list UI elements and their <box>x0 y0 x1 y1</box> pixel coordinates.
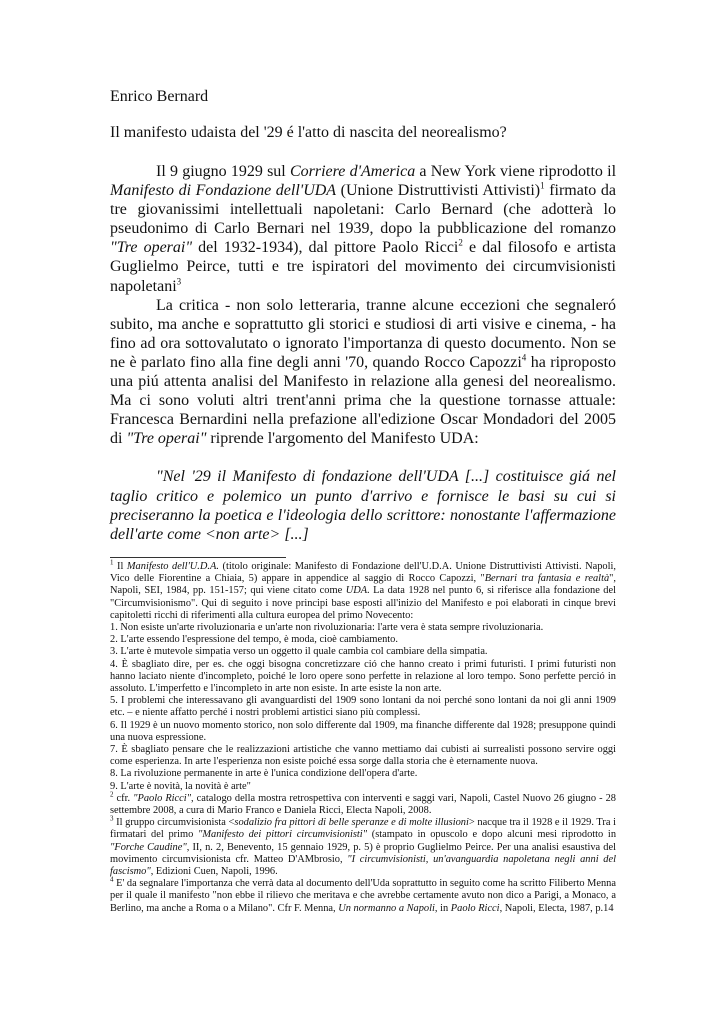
text-span: > nacque tra il 1928 e il 1929. Tra i firmatari del primo <box>110 817 616 841</box>
footnote-number: 4 <box>110 875 114 884</box>
footnote-2 <box>110 790 616 817</box>
text-span: "Tre operai" <box>110 239 193 257</box>
principle-4: 4. È sbagliato dire, per es. che oggi bisogna concretizzare ció che hanno creato i primi futuristi. I primi futuristi non hanno laciato niente d'incompleto, poiché le loro opere sono perfette in relazione al loro tempo. Sono perfette perció in assoluto. L'imperfetto e l'incompleto in arte non esiste. In arte esiste la non arte. <box>110 658 616 695</box>
footnote-number: 3 <box>110 814 114 823</box>
text-span: , II, n. 2, Benevento, 15 gennaio 1929, p. 5) è proprio Guglielmo Peirce. Per una analisi esaustiva del movimento circumvisionista cfr. Matteo D'AMbrosio, <box>110 841 617 865</box>
text-span: e dal filosofo e artista Guglielmo Peirce, tutti e tre ispiratori del movimento dei circumvisionisti napoletani <box>110 239 616 295</box>
principle-5: 5. I problemi che interessavano gli avanguardisti del 1909 sono lontani da noi perché sono lontani da noi gli anni 1909 etc. – e niente affatto perché i nostri problemi artistici siano più complessi. <box>110 695 616 719</box>
text-span: Paolo Ricci <box>450 902 500 914</box>
text-span: firmato da tre giovanissimi intellettuali napoletani: Carlo Bernard (che adotterà lo pseudonimo di Carlo Bernari nel 1939, dopo la pubblicazione del romanzo <box>110 182 616 238</box>
paragraph-2 <box>110 296 616 449</box>
text-span: Manifesto dell'U.D.A. <box>126 561 219 572</box>
text-span: a New York viene riprodotto il <box>415 163 617 180</box>
text-span: sodalizio fra pittori di belle speranze e di molte illusioni <box>234 817 469 829</box>
text-span: (stampato in opuscolo e dopo alcuni mesi riprodotto in <box>367 829 617 841</box>
text-span: Manifesto di Fondazione dell'UDA <box>110 182 337 200</box>
text-span: , Napoli, Electa, 1987, p.14 <box>499 902 614 914</box>
text-span: (Unione Distruttivisti Attivisti) <box>336 182 541 200</box>
text-span: del 1932-1934), dal pittore Paolo Ricci <box>192 239 459 257</box>
text-span: E' da segnalare l'importanza che verrà data al documento dell'Uda soprattutto in seguito come ha scritto Filiberto Menna per il quale il manifesto "non ebbe il rilievo che meritava e che avrebbe certamente avuto non dico a Parigi, a Monaco, a Berlino, ma anche a Roma o a Milano". Cfr F. Menna, <box>110 878 616 914</box>
text-span: . La data 1928 nel punto 6, si riferisce alla fondazione del "Circumvisionismo". Qui di seguito i nove principi base esposti all'inizio del Manifesto e poi elaborati in cinque brevi capitoletti ricchi di riferimenti alla cultura europea del primo Novecento: <box>110 585 616 621</box>
principle-8: 8. La rivoluzione permanente in arte è l'unica condizione dell'opera d'arte. <box>110 768 418 780</box>
footnote-4 <box>110 875 616 915</box>
footnote-ref-1[interactable]: 1 <box>540 180 545 191</box>
footnote-ref-3[interactable]: 3 <box>176 276 182 287</box>
footnote-3 <box>110 814 617 878</box>
text-span: ", Napoli, SEI, 1984, pp. 151-157; qui viene citato come <box>110 573 616 597</box>
essay-body <box>110 162 616 544</box>
text-span: Bernari tra fantasia e realtà <box>484 573 610 585</box>
text-span: "Manifesto dei pittori circumvisionisti" <box>197 829 368 841</box>
text-span: ha riproposto una piú attenta analisi del Manifesto in relazione alla genesi del neorealismo. Ma ci sono voluti altri trent'anni prima che la questione tornasse attuale: Francesca Bernardini nella prefazione all'edizione Oscar Mondadori del 2005 di <box>110 353 617 448</box>
principle-3: 3. L'arte è mutevole simpatia verso un oggetto il quale cambia col cambiare della simpatia. <box>110 646 488 658</box>
principle-6: 6. Il 1929 è un nuovo momento storico, non solo differente dal 1909, ma finanche differente dal 1928; presuppone quindi una nuova espressione. <box>110 719 616 743</box>
text-span: "Paolo Ricci" <box>133 792 192 804</box>
text-span: cfr. <box>113 792 134 804</box>
text-span: , catalogo della mostra retrospettiva con interventi e saggi vari, Napoli, Castel Nuovo 26 giugno - 28 settembre 2008, a cura di Mario Franco e Daniela Ricci, Electa Napoli, 2008. <box>110 792 616 817</box>
text-span: , in <box>434 902 451 914</box>
text-span: UDA <box>345 585 368 597</box>
text-span: riprende l'argomento del Manifesto UDA: <box>206 430 479 448</box>
principle-9: 9. L'arte è novità, la novità è arte" <box>110 780 251 792</box>
principle-7: 7. È sbagliato pensare che le realizzazioni artistiche che vanno mettiamo dai cubisti ai surrealisti possono servire oggi come esperienza. In arte l'esperienza non esiste poiché essa sorge dalla storia che è eternamente nuova. <box>110 744 616 768</box>
principle-2: 2. L'arte essendo l'espressione del tempo, è moda, cioè cambiamento. <box>110 634 398 646</box>
text-span: , Edizioni Cuen, Napoli, 1996. <box>150 866 278 878</box>
footnote-separator <box>110 557 286 558</box>
text-span: "Tre operai" <box>126 430 207 448</box>
footnotes <box>110 558 617 915</box>
footnote-number: 2 <box>110 790 114 799</box>
text-span: La critica - non solo letteraria, tranne alcune eccezioni che segnaleró subito, ma anche e soprattutto gli storici e studiosi di arti visive e cinema, - ha fino ad ora sottovalutato o ignorato l'importanza di questo documento. Non se ne è parlato fino alla fine degli anni '70, quando Rocco Capozzi <box>110 296 616 371</box>
footnote-ref-2[interactable]: 2 <box>458 238 463 249</box>
text-span: (titolo originale: Manifesto di Fondazione dell'U.D.A. Unione Distruttivisti Attivisti. Napoli, Vico delle Fiorentine a Chiaia, 5) appare in appendice al saggio di Rocco Capozzi, " <box>110 561 616 585</box>
text-span: Il gruppo circumvisionista < <box>113 817 235 829</box>
text-span: Il <box>113 561 127 572</box>
footnote-1 <box>110 558 616 622</box>
essay-title: Il manifesto udaista del '29 é l'atto di nascita del neorealismo? <box>110 124 507 141</box>
text-span: "Forche Caudine" <box>110 841 187 853</box>
footnote-ref-4[interactable]: 4 <box>521 352 527 363</box>
footnote-number: 1 <box>110 558 114 567</box>
text-span: Un normanno a Napoli <box>338 902 435 914</box>
block-quote: "Nel '29 il Manifesto di fondazione dell'UDA [...] costituisce giá nel taglio critico e polemico un punto d'arrivo e fornisce le basi su cui si preciseranno la poetica e l'ideologia dello scrittore: nonostante l'affermazione dell'arte come <non arte> [...] <box>110 468 616 543</box>
text-span: "I circumvisionisti, un'avanguardia napoletana negli anni del fascismo" <box>110 853 616 878</box>
paragraph-1 <box>110 162 616 296</box>
principle-1: 1. Non esiste un'arte rivoluzionaria e un'arte non rivoluzionaria: l'arte vera è stata sempre rivoluzionaria. <box>110 622 544 634</box>
text-span: Corriere d'America <box>289 163 416 180</box>
author-name: Enrico Bernard <box>110 88 209 105</box>
text-span: Il 9 giugno 1929 sul <box>156 163 290 180</box>
